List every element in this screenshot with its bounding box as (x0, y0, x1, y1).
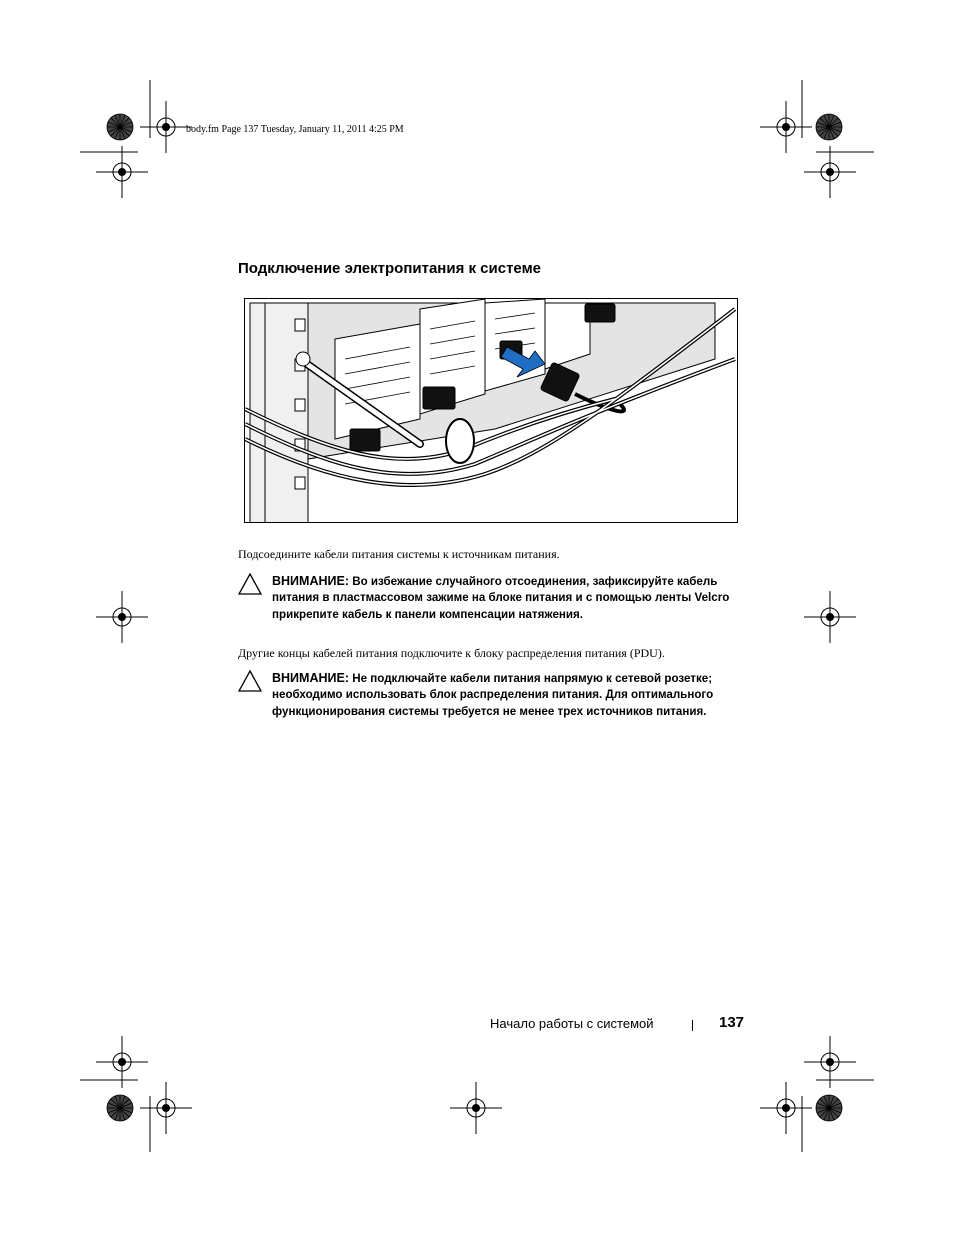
caution-text: Во избежание случайного отсоединения, зафиксируйте кабель питания в пластмассовом зажиме на блоке питания и с помощью ленты Velcro прикрепите кабель к панели компенсации натяжения. (272, 575, 730, 621)
caution-block-2 (238, 670, 738, 720)
footer-separator (692, 1020, 693, 1031)
caution-label: ВНИМАНИЕ: (272, 574, 349, 588)
caution-text: Не подключайте кабели питания напрямую к сетевой розетке; необходимо использовать блок распределения питания. Для оптимального функционирования системы требуется не менее трех источников питания. (272, 672, 714, 718)
slug-line: body.fm Page 137 Tuesday, January 11, 2011 4:25 PM (186, 124, 404, 135)
power-connection-illustration (244, 298, 738, 523)
section-heading: Подключение электропитания к системе (238, 260, 542, 277)
paragraph-pdu: Другие концы кабелей питания подключите к блоку распределения питания (PDU). (238, 646, 665, 660)
page-number: 137 (719, 1014, 745, 1031)
caution-triangle-icon (238, 573, 262, 595)
paragraph-connect-cables: Подсоедините кабели питания системы к источникам питания. (238, 547, 560, 561)
footer-chapter-title: Начало работы с системой (490, 1016, 654, 1031)
caution-label: ВНИМАНИЕ: (272, 671, 349, 685)
caution-block-1 (238, 573, 738, 623)
caution-triangle-icon (238, 670, 262, 692)
